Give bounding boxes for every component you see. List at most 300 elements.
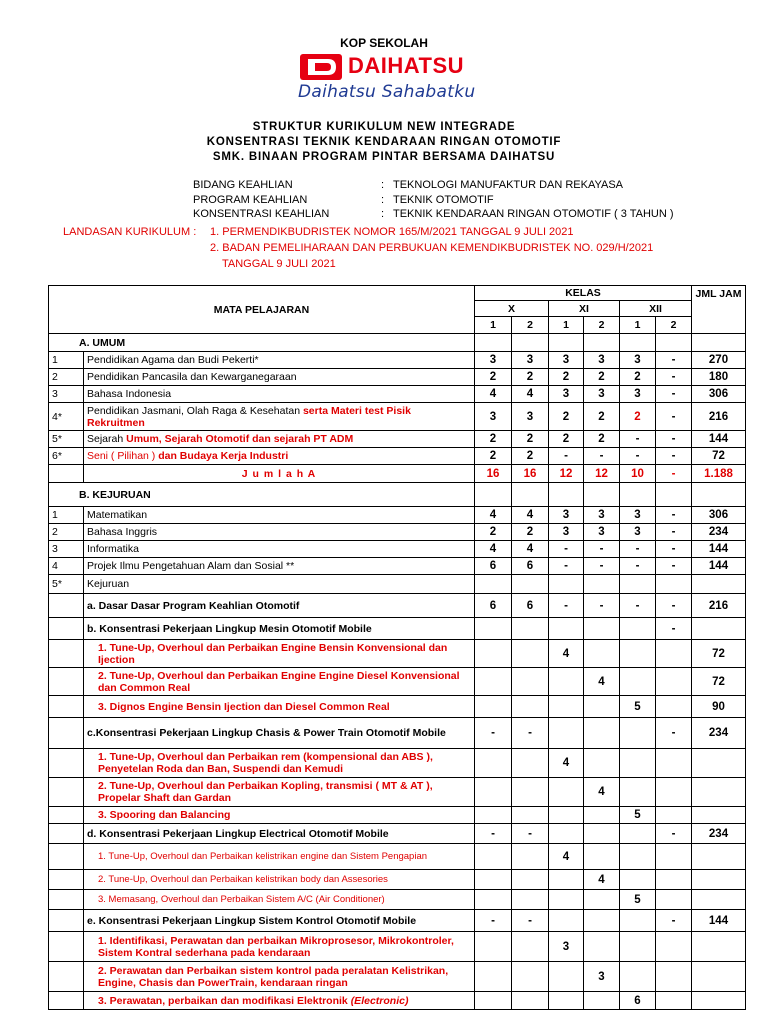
semester-hours bbox=[475, 575, 512, 594]
semester-hours bbox=[656, 640, 692, 668]
table-row bbox=[49, 507, 746, 524]
semester-hours: 4 bbox=[549, 640, 584, 668]
competency-item bbox=[84, 962, 475, 992]
semester-hours bbox=[620, 844, 656, 870]
subject-label: Seni ( Pilihan ) bbox=[87, 450, 156, 462]
competency-label: 2. Tune-Up, Overhoul dan Perbaikan kelistrikan body dan Assesories bbox=[98, 873, 388, 885]
empty-cell bbox=[692, 483, 746, 507]
total-hours: 180 bbox=[692, 369, 746, 386]
subject-name bbox=[84, 352, 475, 369]
competency-label: 1. Tune-Up, Overhoul dan Perbaikan kelistrikan engine dan Sistem Pengapian bbox=[98, 850, 428, 862]
semester-hours: - bbox=[620, 558, 656, 575]
semester-hours: 3 bbox=[549, 932, 584, 962]
semester-hours: 3 bbox=[512, 352, 549, 369]
semester-hours: 4 bbox=[512, 507, 549, 524]
info-value-konsentrasi: TEKNIK KENDARAAN RINGAN OTOMOTIF ( 3 TAHUN ) bbox=[393, 208, 674, 220]
table-row bbox=[49, 431, 746, 448]
semester-hours: - bbox=[512, 718, 549, 749]
semester-hours: - bbox=[475, 824, 512, 844]
semester-hours bbox=[512, 640, 549, 668]
semester-hours bbox=[584, 696, 620, 718]
semester-hours bbox=[620, 910, 656, 932]
header-semester: 2 bbox=[512, 317, 549, 334]
empty-cell bbox=[656, 334, 692, 352]
semester-hours bbox=[656, 778, 692, 807]
section-umum-title: A. UMUM bbox=[49, 334, 475, 352]
total-hours: 144 bbox=[692, 558, 746, 575]
empty-cell bbox=[49, 910, 84, 932]
table-row bbox=[49, 778, 746, 807]
competency-label: 1. Tune-Up, Overhoul dan Perbaikan rem (kompensional dan ABS ), Penyetelan Roda dan Ban, Suspendi dan Kemudi bbox=[98, 751, 433, 775]
semester-hours: 4 bbox=[475, 541, 512, 558]
total-hours: 234 bbox=[692, 824, 746, 844]
semester-hours: - bbox=[656, 910, 692, 932]
semester-hours: 3 bbox=[584, 962, 620, 992]
group-chasis-title: c.Konsentrasi Pekerjaan Lingkup Chasis & Power Train Otomotif Mobile bbox=[84, 718, 475, 749]
semester-hours bbox=[620, 932, 656, 962]
total-hours: 1.188 bbox=[692, 465, 746, 483]
semester-hours: - bbox=[620, 594, 656, 618]
table-row bbox=[49, 448, 746, 465]
empty-cell bbox=[49, 824, 84, 844]
semester-hours bbox=[620, 575, 656, 594]
info-sep: : bbox=[381, 194, 385, 206]
total-hours: 72 bbox=[692, 668, 746, 696]
jumlah-a-label: J u m l a h A bbox=[84, 465, 475, 483]
header-mata-pelajaran: MATA PELAJARAN bbox=[49, 286, 475, 334]
semester-hours: - bbox=[584, 448, 620, 465]
row-number: 3 bbox=[49, 541, 84, 558]
total-hours bbox=[692, 992, 746, 1010]
semester-hours bbox=[512, 962, 549, 992]
competency-item bbox=[84, 807, 475, 824]
semester-hours: - bbox=[656, 541, 692, 558]
row-number: 1 bbox=[49, 507, 84, 524]
semester-hours: 6 bbox=[512, 594, 549, 618]
semester-hours: - bbox=[475, 910, 512, 932]
semester-hours bbox=[620, 870, 656, 890]
subject-name bbox=[84, 403, 475, 431]
semester-hours bbox=[512, 618, 549, 640]
empty-cell bbox=[49, 807, 84, 824]
brand-tagline: Daihatsu Sahabatku bbox=[298, 82, 476, 102]
semester-hours: 2 bbox=[584, 369, 620, 386]
semester-hours bbox=[549, 778, 584, 807]
competency-item bbox=[84, 932, 475, 962]
semester-hours bbox=[475, 844, 512, 870]
empty-cell bbox=[475, 483, 512, 507]
semester-hours: - bbox=[584, 541, 620, 558]
semester-hours: - bbox=[584, 594, 620, 618]
table-row bbox=[49, 870, 746, 890]
header-semester: 1 bbox=[475, 317, 512, 334]
semester-hours: 2 bbox=[475, 448, 512, 465]
empty-cell bbox=[49, 465, 84, 483]
semester-hours bbox=[584, 718, 620, 749]
total-hours: 306 bbox=[692, 386, 746, 403]
semester-hours: - bbox=[656, 594, 692, 618]
semester-hours: 3 bbox=[549, 386, 584, 403]
group-electrical-title: d. Konsentrasi Pekerjaan Lingkup Electrical Otomotif Mobile bbox=[84, 824, 475, 844]
semester-hours: 4 bbox=[584, 668, 620, 696]
table-row bbox=[49, 594, 746, 618]
subject-label: Sejarah bbox=[87, 433, 127, 445]
semester-hours: 4 bbox=[584, 778, 620, 807]
semester-hours bbox=[620, 824, 656, 844]
semester-hours: 4 bbox=[475, 507, 512, 524]
semester-hours bbox=[620, 618, 656, 640]
semester-hours bbox=[620, 962, 656, 992]
semester-hours: 2 bbox=[620, 369, 656, 386]
doc-title-2: KONSENTRASI TEKNIK KENDARAAN RINGAN OTOMOTIF bbox=[206, 136, 562, 148]
semester-hours: - bbox=[656, 386, 692, 403]
empty-cell bbox=[49, 890, 84, 910]
semester-hours: 3 bbox=[475, 403, 512, 431]
semester-hours: 4 bbox=[512, 386, 549, 403]
semester-hours: 3 bbox=[620, 507, 656, 524]
semester-hours bbox=[584, 932, 620, 962]
total-hours: 144 bbox=[692, 541, 746, 558]
row-number: 5* bbox=[49, 431, 84, 448]
semester-hours bbox=[475, 932, 512, 962]
competency-extra: (Electronic) bbox=[350, 994, 409, 1007]
subject-name bbox=[84, 431, 475, 448]
total-hours: 306 bbox=[692, 507, 746, 524]
total-hours bbox=[692, 749, 746, 778]
total-hours bbox=[692, 807, 746, 824]
semester-hours: - bbox=[656, 618, 692, 640]
semester-hours: 3 bbox=[549, 352, 584, 369]
empty-cell bbox=[49, 932, 84, 962]
total-hours: 144 bbox=[692, 431, 746, 448]
landasan-item-1: 1. PERMENDIKBUDRISTEK NOMOR 165/M/2021 TANGGAL 9 JULI 2021 bbox=[210, 226, 574, 238]
table-row bbox=[49, 696, 746, 718]
semester-hours bbox=[512, 778, 549, 807]
info-value-bidang: TEKNOLOGI MANUFAKTUR DAN REKAYASA bbox=[393, 179, 624, 191]
competency-label: 3. Spooring dan Balancing bbox=[98, 809, 231, 821]
semester-hours: 6 bbox=[512, 558, 549, 575]
total-hours bbox=[692, 890, 746, 910]
subject-label: Pendidikan Agama dan Budi Pekerti* bbox=[87, 354, 259, 366]
semester-hours bbox=[475, 992, 512, 1010]
semester-hours: 3 bbox=[584, 386, 620, 403]
empty-cell bbox=[49, 778, 84, 807]
semester-hours bbox=[584, 844, 620, 870]
semester-hours bbox=[475, 749, 512, 778]
competency-label: 3. Perawatan, perbaikan dan modifikasi Elektronik bbox=[98, 994, 348, 1007]
subject-extra-note: Umum, Sejarah Otomotif dan sejarah PT ADM bbox=[126, 433, 354, 445]
semester-hours bbox=[475, 618, 512, 640]
table-row bbox=[49, 575, 746, 594]
row-number: 3 bbox=[49, 386, 84, 403]
semester-hours: 3 bbox=[620, 524, 656, 541]
total-hours bbox=[692, 870, 746, 890]
empty-cell bbox=[49, 870, 84, 890]
semester-hours bbox=[549, 890, 584, 910]
empty-cell bbox=[584, 483, 620, 507]
semester-hours: 6 bbox=[620, 992, 656, 1010]
header-semester: 2 bbox=[656, 317, 692, 334]
empty-cell bbox=[49, 594, 84, 618]
competency-item bbox=[84, 844, 475, 870]
info-label-bidang: BIDANG KEAHLIAN bbox=[193, 179, 293, 191]
empty-cell bbox=[620, 483, 656, 507]
empty-cell bbox=[49, 696, 84, 718]
table-row bbox=[49, 910, 746, 932]
brand-name: DAIHATSU bbox=[348, 53, 465, 78]
semester-hours bbox=[512, 890, 549, 910]
semester-hours: 2 bbox=[584, 403, 620, 431]
semester-hours: - bbox=[549, 594, 584, 618]
subject-name: Kejuruan bbox=[84, 575, 475, 594]
group-kontrol-title: e. Konsentrasi Pekerjaan Lingkup Sistem Kontrol Otomotif Mobile bbox=[84, 910, 475, 932]
table-row bbox=[49, 334, 746, 352]
total-hours: 90 bbox=[692, 696, 746, 718]
table-row bbox=[49, 386, 746, 403]
semester-hours bbox=[620, 640, 656, 668]
empty-cell bbox=[49, 718, 84, 749]
semester-hours bbox=[620, 749, 656, 778]
table-row bbox=[49, 640, 746, 668]
competency-label: 3. Dignos Engine Bensin Ijection dan Diesel Common Real bbox=[98, 700, 390, 713]
semester-hours: 3 bbox=[549, 507, 584, 524]
semester-hours: 3 bbox=[584, 352, 620, 369]
info-label-konsentrasi: KONSENTRASI KEAHLIAN bbox=[193, 208, 330, 220]
empty-cell bbox=[512, 483, 549, 507]
semester-hours bbox=[512, 870, 549, 890]
semester-hours: 16 bbox=[512, 465, 549, 483]
subject-name bbox=[84, 386, 475, 403]
semester-hours bbox=[620, 718, 656, 749]
semester-hours: 3 bbox=[512, 403, 549, 431]
semester-hours bbox=[549, 824, 584, 844]
semester-hours: 3 bbox=[584, 507, 620, 524]
semester-hours: 3 bbox=[620, 386, 656, 403]
semester-hours: - bbox=[549, 541, 584, 558]
table-row bbox=[49, 718, 746, 749]
semester-hours bbox=[475, 696, 512, 718]
competency-item bbox=[84, 890, 475, 910]
competency-item bbox=[84, 640, 475, 668]
header-class-xii: XII bbox=[620, 301, 692, 317]
total-hours bbox=[692, 575, 746, 594]
semester-hours: 2 bbox=[620, 403, 656, 431]
total-hours: 144 bbox=[692, 910, 746, 932]
semester-hours bbox=[656, 696, 692, 718]
semester-hours: 4 bbox=[512, 541, 549, 558]
semester-hours bbox=[584, 824, 620, 844]
semester-hours bbox=[549, 696, 584, 718]
table-row bbox=[49, 890, 746, 910]
semester-hours bbox=[584, 618, 620, 640]
semester-hours: - bbox=[475, 718, 512, 749]
semester-hours bbox=[584, 807, 620, 824]
total-hours bbox=[692, 932, 746, 962]
semester-hours: - bbox=[656, 524, 692, 541]
landasan-label: LANDASAN KURIKULUM : bbox=[63, 226, 197, 238]
semester-hours bbox=[475, 640, 512, 668]
empty-cell bbox=[49, 618, 84, 640]
semester-hours: 5 bbox=[620, 696, 656, 718]
empty-cell bbox=[584, 334, 620, 352]
semester-hours bbox=[512, 696, 549, 718]
subject-name: Matematikan bbox=[84, 507, 475, 524]
doc-title-1: STRUKTUR KURIKULUM NEW INTEGRADE bbox=[252, 121, 516, 133]
header-semester: 1 bbox=[620, 317, 656, 334]
group-dasar-title: a. Dasar Dasar Program Keahlian Otomotif bbox=[84, 594, 475, 618]
semester-hours: 12 bbox=[584, 465, 620, 483]
semester-hours bbox=[584, 890, 620, 910]
semester-hours bbox=[549, 962, 584, 992]
subject-label: Pendidikan Pancasila dan Kewarganegaraan bbox=[87, 371, 297, 383]
total-hours: 270 bbox=[692, 352, 746, 369]
semester-hours bbox=[656, 749, 692, 778]
semester-hours: 2 bbox=[512, 448, 549, 465]
row-number: 1 bbox=[49, 352, 84, 369]
semester-hours: 4 bbox=[475, 386, 512, 403]
competency-item bbox=[84, 778, 475, 807]
table-row bbox=[49, 932, 746, 962]
competency-label: 3. Memasang, Overhoul dan Perbaikan Sistem A/C (Air Conditioner) bbox=[98, 893, 385, 905]
empty-cell bbox=[692, 334, 746, 352]
row-number: 2 bbox=[49, 369, 84, 386]
semester-hours: - bbox=[512, 910, 549, 932]
header-semester: 2 bbox=[584, 317, 620, 334]
row-number: 4 bbox=[49, 558, 84, 575]
header-class-x: X bbox=[475, 301, 549, 317]
competency-item bbox=[84, 870, 475, 890]
semester-hours bbox=[656, 807, 692, 824]
subject-extra-note: serta Materi test Pisik Rekruitmen bbox=[87, 404, 411, 429]
semester-hours: 3 bbox=[620, 352, 656, 369]
curriculum-table bbox=[48, 285, 746, 1010]
table-row bbox=[49, 558, 746, 575]
table-row bbox=[49, 483, 746, 507]
semester-hours: 5 bbox=[620, 890, 656, 910]
semester-hours: 2 bbox=[475, 369, 512, 386]
semester-hours bbox=[656, 992, 692, 1010]
semester-hours bbox=[656, 844, 692, 870]
semester-hours: - bbox=[656, 718, 692, 749]
semester-hours: 2 bbox=[512, 369, 549, 386]
semester-hours: - bbox=[656, 507, 692, 524]
semester-hours: 2 bbox=[584, 431, 620, 448]
semester-hours: 2 bbox=[549, 431, 584, 448]
subject-label: Bahasa Indonesia bbox=[87, 388, 172, 400]
empty-cell bbox=[49, 749, 84, 778]
total-hours: 234 bbox=[692, 718, 746, 749]
semester-hours bbox=[549, 668, 584, 696]
empty-cell bbox=[475, 334, 512, 352]
total-hours: 72 bbox=[692, 640, 746, 668]
semester-hours: - bbox=[620, 431, 656, 448]
table-row bbox=[49, 824, 746, 844]
semester-hours: 6 bbox=[475, 558, 512, 575]
empty-cell bbox=[49, 992, 84, 1010]
semester-hours: 3 bbox=[475, 352, 512, 369]
doc-title-3: SMK. BINAAN PROGRAM PINTAR BERSAMA DAIHATSU bbox=[212, 151, 556, 163]
table-row bbox=[49, 369, 746, 386]
semester-hours bbox=[620, 668, 656, 696]
semester-hours bbox=[549, 910, 584, 932]
semester-hours bbox=[475, 962, 512, 992]
empty-cell bbox=[620, 334, 656, 352]
table-row bbox=[49, 962, 746, 992]
semester-hours: - bbox=[656, 352, 692, 369]
header-kelas: KELAS bbox=[475, 286, 692, 301]
info-sep: : bbox=[381, 179, 385, 191]
semester-hours: 2 bbox=[512, 524, 549, 541]
semester-hours: 5 bbox=[620, 807, 656, 824]
group-mesin-title: b. Konsentrasi Pekerjaan Lingkup Mesin Otomotif Mobile bbox=[84, 618, 475, 640]
semester-hours: 2 bbox=[512, 431, 549, 448]
empty-cell bbox=[49, 640, 84, 668]
semester-hours bbox=[584, 749, 620, 778]
semester-hours bbox=[475, 668, 512, 696]
semester-hours bbox=[584, 910, 620, 932]
table-row bbox=[49, 668, 746, 696]
semester-hours bbox=[656, 890, 692, 910]
semester-hours bbox=[656, 668, 692, 696]
semester-hours bbox=[512, 575, 549, 594]
total-hours: 234 bbox=[692, 524, 746, 541]
row-number: 5* bbox=[49, 575, 84, 594]
semester-hours: - bbox=[656, 431, 692, 448]
semester-hours bbox=[549, 618, 584, 640]
semester-hours: 4 bbox=[549, 749, 584, 778]
subject-name: Bahasa Inggris bbox=[84, 524, 475, 541]
competency-item bbox=[84, 696, 475, 718]
total-hours bbox=[692, 962, 746, 992]
competency-item bbox=[84, 668, 475, 696]
semester-hours bbox=[475, 778, 512, 807]
semester-hours bbox=[512, 749, 549, 778]
semester-hours: - bbox=[656, 824, 692, 844]
semester-hours: - bbox=[656, 558, 692, 575]
kop-sekolah: KOP SEKOLAH bbox=[340, 36, 428, 50]
semester-hours bbox=[549, 807, 584, 824]
subject-name bbox=[84, 448, 475, 465]
competency-item bbox=[84, 749, 475, 778]
semester-hours bbox=[475, 807, 512, 824]
semester-hours: 2 bbox=[549, 369, 584, 386]
semester-hours: - bbox=[656, 369, 692, 386]
semester-hours: - bbox=[584, 558, 620, 575]
semester-hours: 4 bbox=[584, 870, 620, 890]
row-number: 4* bbox=[49, 403, 84, 431]
empty-cell bbox=[49, 962, 84, 992]
table-row bbox=[49, 618, 746, 640]
semester-hours: - bbox=[549, 558, 584, 575]
semester-hours bbox=[584, 575, 620, 594]
subject-label: Pendidikan Jasmani, Olah Raga & Kesehatan bbox=[87, 404, 303, 417]
subject-name bbox=[84, 369, 475, 386]
empty-cell bbox=[512, 334, 549, 352]
total-hours: 72 bbox=[692, 448, 746, 465]
competency-label: 2. Tune-Up, Overhoul dan Perbaikan Kopling, transmisi ( MT & AT ), Propelar Shaft dan Gardan bbox=[98, 780, 433, 804]
subject-name: Informatika bbox=[84, 541, 475, 558]
empty-cell bbox=[49, 668, 84, 696]
empty-cell bbox=[656, 483, 692, 507]
table-row bbox=[49, 465, 746, 483]
semester-hours: 10 bbox=[620, 465, 656, 483]
table-row bbox=[49, 844, 746, 870]
semester-hours bbox=[512, 807, 549, 824]
total-hours bbox=[692, 778, 746, 807]
total-hours bbox=[692, 618, 746, 640]
competency-item bbox=[84, 992, 475, 1010]
total-hours: 216 bbox=[692, 403, 746, 431]
